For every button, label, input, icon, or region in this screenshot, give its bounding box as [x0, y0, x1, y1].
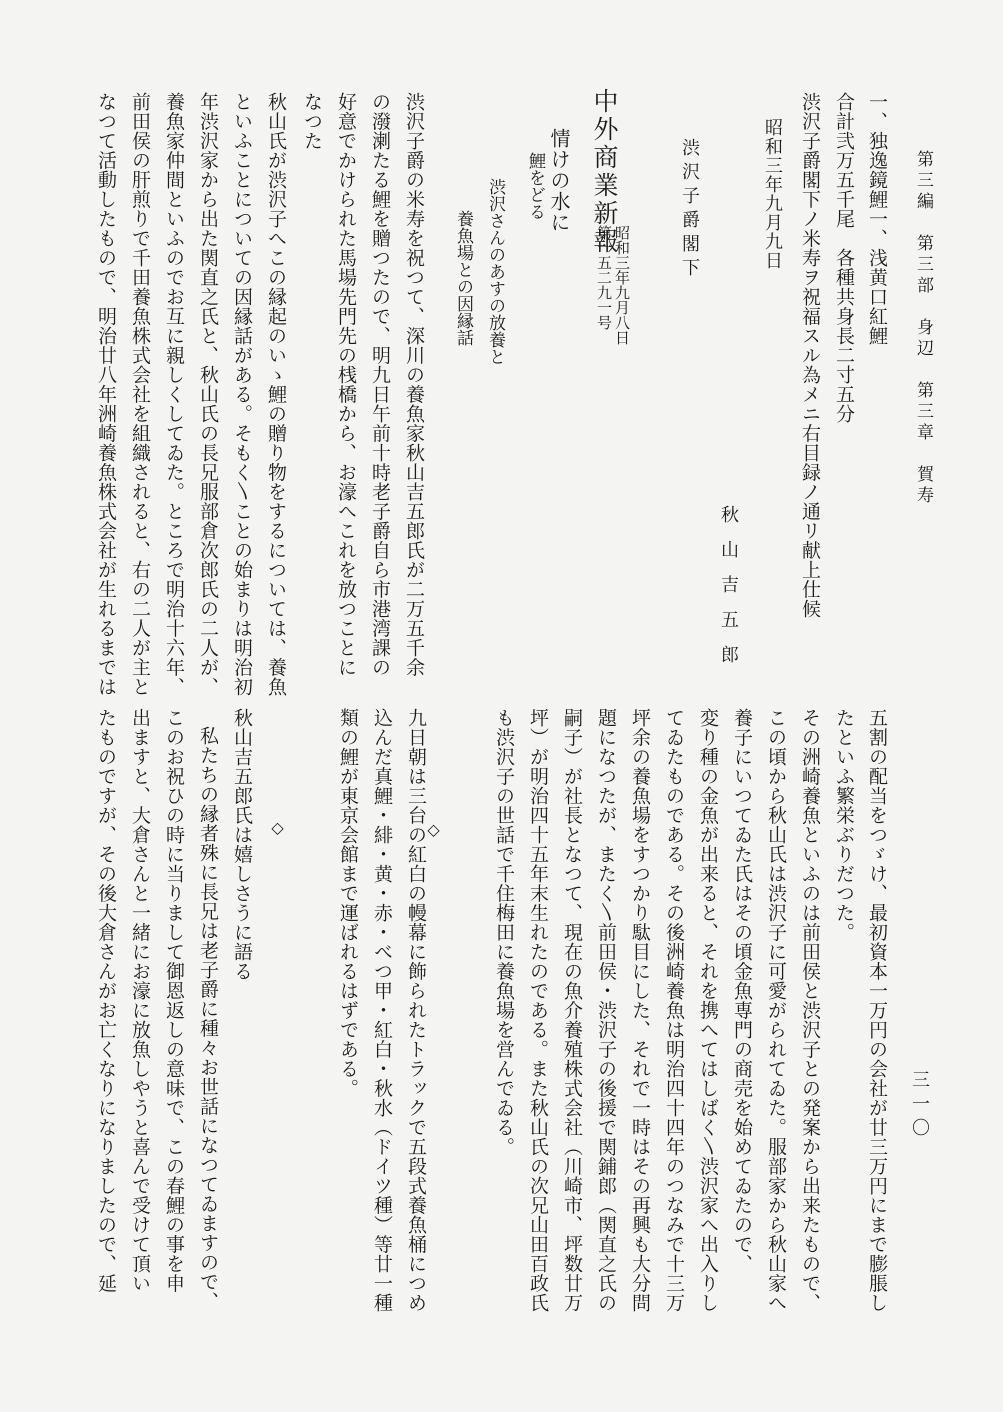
article-body-line: といふことについての因縁話がある。そもく〵ことの始まりは明治初 [231, 92, 253, 697]
article-body-line: 渋沢子爵の米寿を祝つて、深川の養魚家秋山吉五郎氏が二万五千余 [403, 92, 425, 677]
article-body-line: 坪）が明治四十五年末生れたのである。また秋山氏の次兄山田百政氏 [527, 708, 549, 1313]
issue-date: 昭和三年九月八日 [613, 225, 631, 345]
article-body-line: 養魚家仲間といふのでお互に親しくしてゐた。ところで明治十六年、 [163, 92, 185, 697]
article-body-line: も渋沢子の世話で千住梅田に養魚場を営んでゐる。 [493, 708, 515, 1157]
article-headline-2: 鯉をどる [525, 152, 545, 220]
issue-number: 第一五二九一号 [595, 225, 613, 330]
gift-list-line-3: 渋沢子爵閣下ノ米寿ヲ祝福スル為メニ右目録ノ通リ献上仕候 [799, 92, 821, 619]
article-body-line: 変り種の金魚が出来ると、それを携へてはしばく〵渋沢家へ出入りし [697, 708, 719, 1313]
letter-sender: 秋山吉五郎 [718, 505, 739, 680]
article-body-line: なつて活動したもので、明治廿八年洲崎養魚株式会社が生れるまでは [95, 92, 117, 697]
article-headline-1: 情けの水に [547, 128, 571, 233]
article-subhead-2: 養魚場との因縁話 [453, 210, 473, 346]
article-body-line: 類の鯉が東京会館まで運ばれるはずである。 [337, 708, 359, 1098]
article-body-line: 嗣子）が社長となつて、現在の魚介養殖株式会社（川崎市、坪数廿万 [561, 708, 583, 1313]
article-body-line: このお祝ひの時に当りまして御恩返しの意味で、この春鯉の事を申 [163, 708, 185, 1293]
letter-date: 昭和三年九月九日 [762, 118, 783, 270]
article-body-line: 出ますと、大倉さんと一緒にお濠に放魚しやうと喜んで受けて頂い [129, 708, 151, 1293]
letter-addressee: 渋沢子爵閣下 [679, 138, 700, 282]
page-number: 三一〇 [909, 1070, 930, 1142]
article-body-line: たものですが、その後大倉さんがお亡くなりになりましたので、延 [95, 708, 117, 1293]
article-body-line: 九日朝は三台の紅白の幔幕に飾られたトラックで五段式養魚桶につめ [405, 708, 427, 1313]
article-body-line: 込んだ真鯉・緋・黄・赤・べつ甲・紅白・秋水（ドイツ種）等廿一種 [371, 708, 393, 1313]
article-body-line: 年渋沢家から出た関直之氏と、秋山氏の長兄服部倉次郎氏の二人が、 [197, 92, 219, 697]
article-body-line: 秋山氏が渋沢子へこの縁起のいゝ鯉の贈り物をするについては、養魚 [265, 92, 287, 697]
article-body-line: てゐたものである。その後洲崎養魚は明治四十四年のつなみで十三万 [663, 708, 685, 1313]
newspaper-title: 中外商業新報 [590, 88, 619, 256]
article-body-line: たといふ繁栄ぶりだつた。 [833, 708, 855, 942]
article-body-line: 私たちの縁者殊に長兄は老子爵に種々お世話になつてゐますので、 [197, 726, 219, 1311]
article-body-line: 題になつたが、またく〵前田侯・渋沢子の後援で関鋪郎（関直之氏の [595, 708, 617, 1313]
running-head: 第三編 第三部 身辺 第三章 賀寿 [913, 150, 933, 507]
gift-list-line-2: 合計弐万五千尾 各種共身長二寸五分 [833, 92, 855, 424]
article-body-line: 好意でかけられた馬場先門先の桟橋から、お濠へこれを放つことに [335, 92, 357, 677]
gift-list-line-1: 一、独逸鏡鯉一、浅黄口紅鯉 [866, 92, 888, 346]
section-divider-diamond: ◇ [268, 818, 287, 837]
article-body-line: その洲崎養魚といふのは前田侯と渋沢子との発案から出来たもので、 [799, 708, 821, 1313]
article-body-line: この頃から秋山氏は渋沢子に可愛がられてゐた。服部家から秋山家へ [765, 708, 787, 1313]
article-body-line: の潑溂たる鯉を贈つたので、明九日午前十時老子爵自ら市港湾課の [369, 92, 391, 677]
article-body-line: 五割の配当をつゞけ、最初資本一万円の会社が廿三万円にまで膨脹し [866, 708, 888, 1313]
article-body-line: 坪余の養魚場をすつかり駄目にした、それで一時はその再興も大分問 [629, 708, 651, 1313]
article-body-line: 秋山吉五郎氏は嬉しさうに語る [231, 708, 253, 981]
article-body-line: 前田侯の肝煎りで千田養魚株式会社を組織されると、右の二人が主と [129, 92, 151, 697]
section-divider-diamond: ◇ [424, 820, 443, 839]
article-body-line: なつた [301, 92, 323, 151]
article-body-line: 養子にいつてゐた氏はその頃金魚専門の商売を始めてゐたので、 [731, 708, 753, 1274]
article-subhead-1: 渋沢さんのあすの放養と [485, 178, 505, 365]
